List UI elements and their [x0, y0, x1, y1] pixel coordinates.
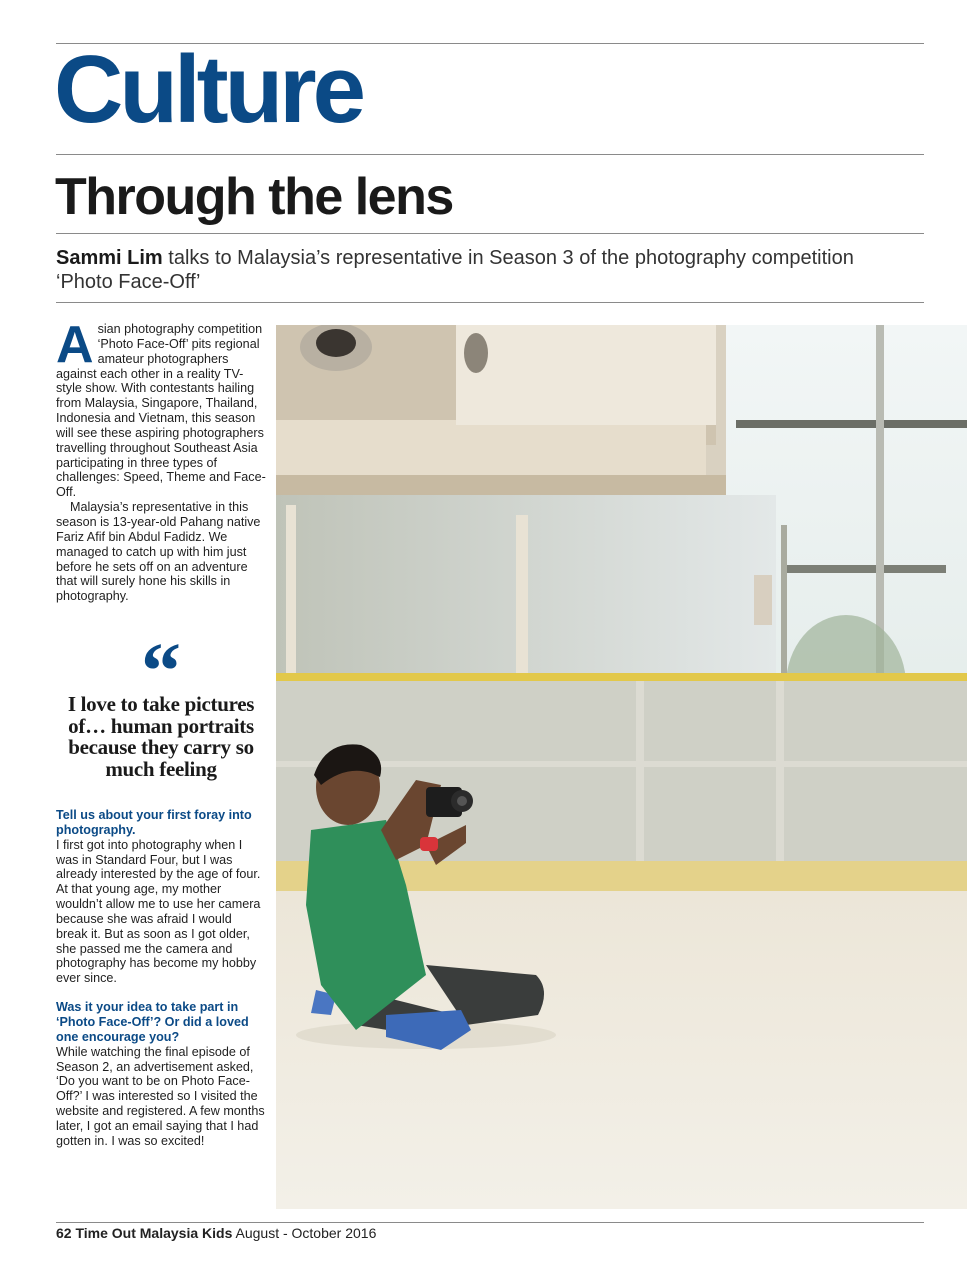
interview-answer: While watching the final episode of Season 2, an advertisement asked, ‘Do you want to be on Photo Face-Off?’ I was interested so I visited the website and registered. A few months later, I got an email saying that I had gotten in. I was so excited! — [56, 1044, 265, 1148]
standfirst-text: talks to Malaysia’s representative in Season 3 of the photography competition ‘Photo Face-Off’ — [56, 247, 854, 293]
publication-name: Time Out Malaysia Kids — [75, 1225, 233, 1241]
intro-paragraph-1: Asian photography competition ‘Photo Face-Off’ pits regional amateur photographers against each other in a reality TV-style show. With contestants hailing from Malaysia, Singapore, Thailand, Indonesia and Vietnam, this season will see these aspiring photographers travelling throughout Southeast Asia participating in three types of challenges: Speed, Theme and Face-Off. — [56, 316, 266, 500]
left-column — [56, 316, 266, 1149]
interview-answer: I first got into photography when I was in Standard Four, but I was already interested by the age of four. At that young age, my mother wouldn’t allow me to use her camera because she was afraid I would break it. But as soon as I got older, she passed me the camera and photography has become my hobby ever since. — [56, 837, 261, 986]
section-rule — [56, 154, 924, 155]
intro-paragraph-2: Malaysia’s representative in this season is 13-year-old Pahang native Fariz Afif bin Abdul Fadidz. We managed to catch up with him just before he sets off on an adventure that will surely hone his skills in photography. — [56, 500, 261, 604]
pull-quote-text: I love to take pictures of… human portraits because they carry so much feeling — [67, 692, 255, 781]
standfirst-rule — [56, 302, 924, 303]
issue-date: August - October 2016 — [235, 1225, 377, 1241]
section-title: Culture — [54, 36, 362, 143]
interview-question: Tell us about your first foray into photography. — [56, 808, 252, 837]
standfirst — [56, 246, 916, 294]
headline: Through the lens — [55, 168, 453, 226]
interview-question: Was it your idea to take part in ‘Photo Face-Off’? Or did a loved one encourage you? — [56, 1000, 249, 1044]
footer-rule — [56, 1222, 924, 1223]
pull-quote — [56, 644, 266, 780]
author-name: Sammi Lim — [56, 247, 163, 269]
article-photo — [276, 325, 967, 1209]
drop-cap: A — [56, 316, 94, 374]
quote-mark-icon: “ — [141, 644, 181, 691]
footer — [56, 1225, 376, 1241]
page-number: 62 — [56, 1225, 72, 1241]
headline-rule — [56, 233, 924, 234]
